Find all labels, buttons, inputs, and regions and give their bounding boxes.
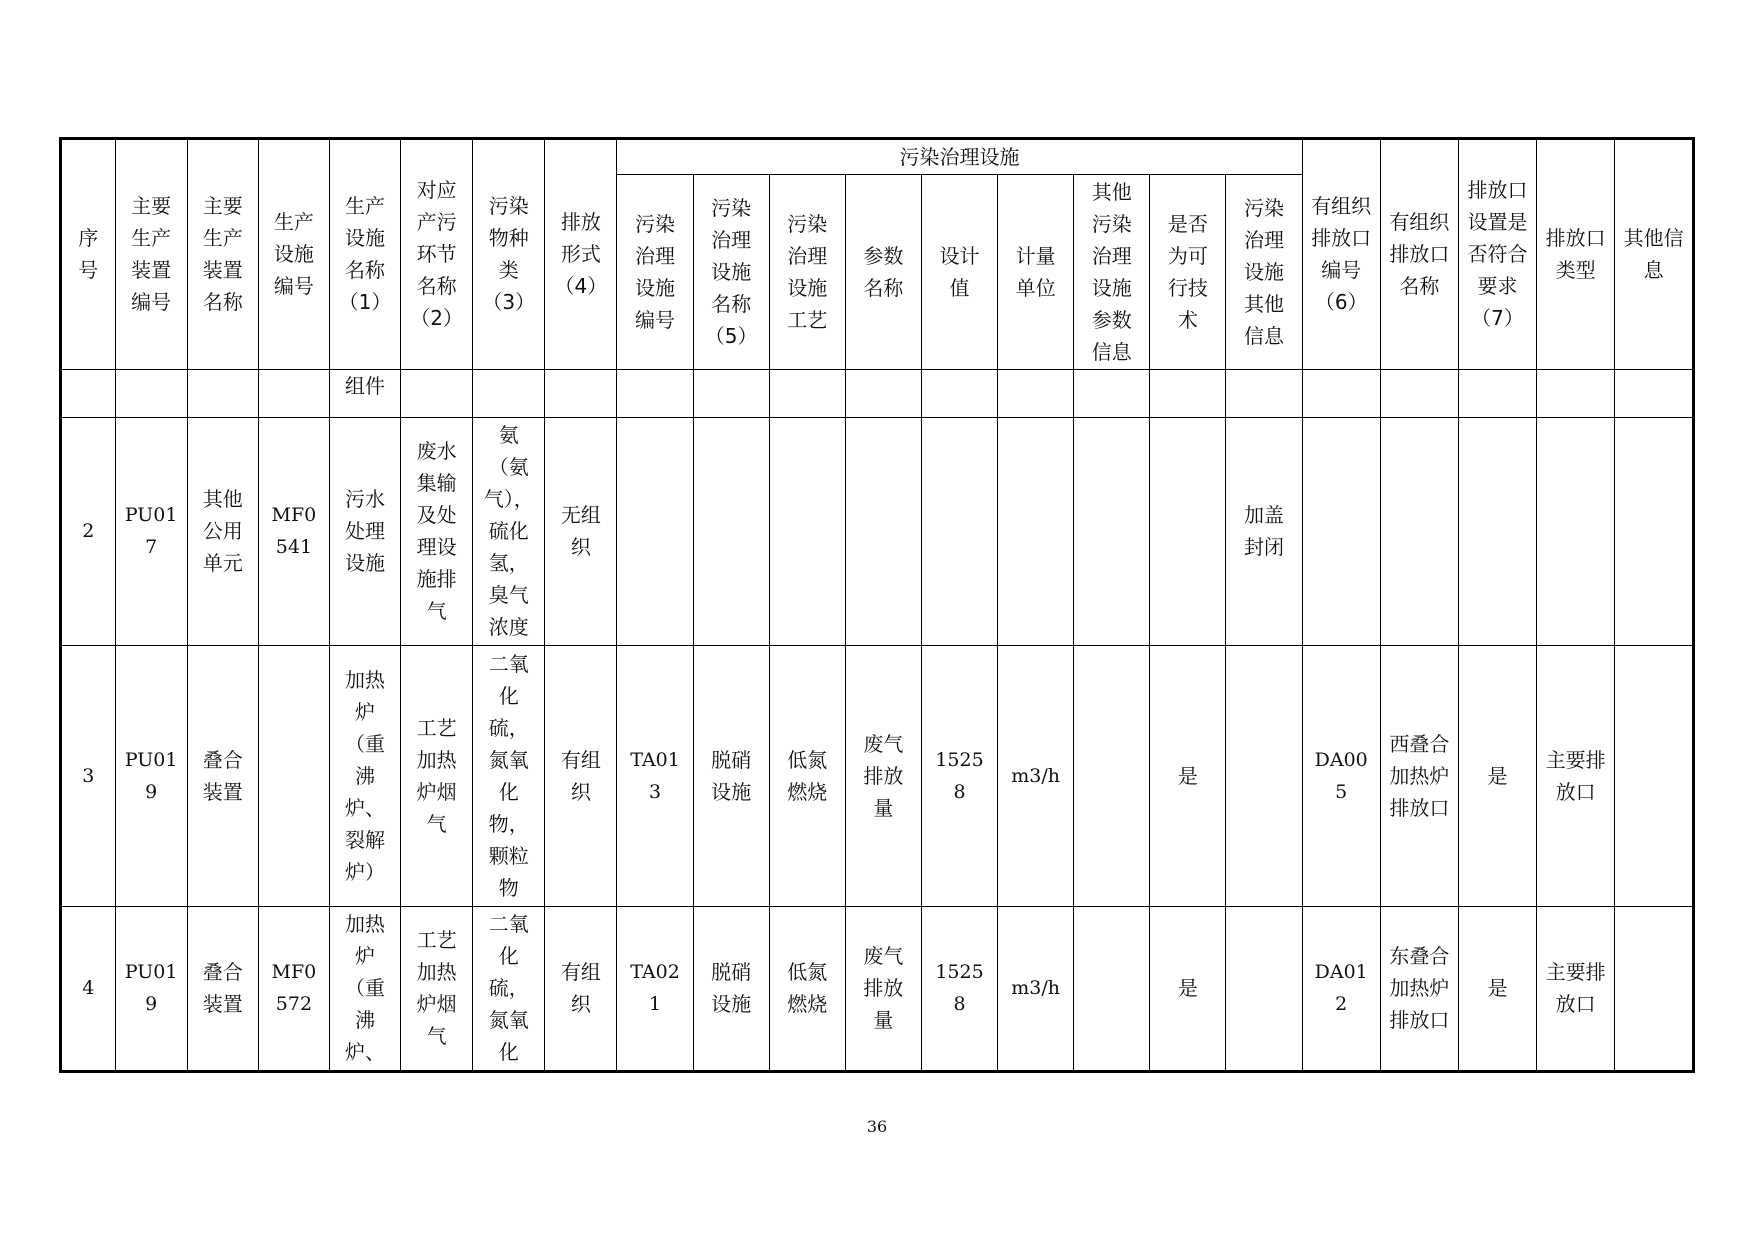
header-facility-code: 生产设施编号 xyxy=(258,140,329,369)
cell-outlet-code: DA012 xyxy=(1302,906,1380,1070)
header-treatment-other: 污染治理设施其他信息 xyxy=(1226,174,1302,369)
header-feasible: 是否为可行技术 xyxy=(1150,174,1226,369)
cell-seq xyxy=(62,369,115,417)
cell-treatment-other xyxy=(1226,645,1302,906)
header-outlet-code: 有组织排放口编号（6） xyxy=(1302,140,1380,369)
cell-discharge-form: 有组织 xyxy=(545,645,617,906)
cell-outlet-name: 东叠合加热炉排放口 xyxy=(1380,906,1458,1070)
cell-outlet-type xyxy=(1537,417,1615,645)
cell-unit-code: PU017 xyxy=(115,417,187,645)
cell-design-value xyxy=(921,369,997,417)
cell-unit: m3/h xyxy=(998,906,1074,1070)
cell-compliant xyxy=(1458,369,1536,417)
cell-facility-code xyxy=(258,369,329,417)
table-row xyxy=(62,369,1692,417)
header-outlet-name: 有组织排放口名称 xyxy=(1380,140,1458,369)
cell-param-name xyxy=(845,369,921,417)
cell-outlet-type: 主要排放口 xyxy=(1537,645,1615,906)
cell-seq: 2 xyxy=(62,417,115,645)
cell-facility-code xyxy=(258,645,329,906)
cell-design-value: 15258 xyxy=(921,906,997,1070)
cell-unit: m3/h xyxy=(998,645,1074,906)
cell-treatment-process xyxy=(769,417,845,645)
cell-facility-name: 加热炉（重沸炉、裂解炉） xyxy=(329,645,400,906)
header-compliant: 排放口设置是否符合要求（7） xyxy=(1458,140,1536,369)
cell-param-name xyxy=(845,417,921,645)
cell-param-name: 废气排放量 xyxy=(845,906,921,1070)
cell-feasible: 是 xyxy=(1150,906,1226,1070)
cell-pollutant xyxy=(473,369,545,417)
cell-design-value: 15258 xyxy=(921,645,997,906)
cell-treatment-name xyxy=(693,369,769,417)
header-other-info: 其他信息 xyxy=(1615,140,1692,369)
cell-design-value xyxy=(921,417,997,645)
cell-treatment-process xyxy=(769,369,845,417)
cell-other-info xyxy=(1615,369,1692,417)
header-param-name: 参数名称 xyxy=(845,174,921,369)
cell-link-name xyxy=(401,369,473,417)
cell-unit-name xyxy=(187,369,258,417)
header-treatment-code: 污染治理设施编号 xyxy=(617,174,693,369)
table-row xyxy=(62,645,1692,906)
cell-treatment-other xyxy=(1226,369,1302,417)
cell-compliant xyxy=(1458,417,1536,645)
cell-unit xyxy=(998,417,1074,645)
cell-treatment-name: 脱硝设施 xyxy=(693,645,769,906)
cell-facility-name: 污水处理设施 xyxy=(329,417,400,645)
cell-facility-code: MF0572 xyxy=(258,906,329,1070)
header-unit-name: 主要生产装置名称 xyxy=(187,140,258,369)
cell-outlet-code xyxy=(1302,369,1380,417)
header-discharge-form: 排放形式（4） xyxy=(545,140,617,369)
cell-treatment-name: 脱硝设施 xyxy=(693,906,769,1070)
cell-unit-code: PU019 xyxy=(115,645,187,906)
cell-other-info xyxy=(1615,906,1692,1070)
cell-compliant: 是 xyxy=(1458,645,1536,906)
cell-link-name: 工艺加热炉烟气 xyxy=(401,906,473,1070)
cell-treatment-name xyxy=(693,417,769,645)
cell-discharge-form xyxy=(545,369,617,417)
cell-outlet-name xyxy=(1380,369,1458,417)
cell-unit-code xyxy=(115,369,187,417)
table-body xyxy=(62,369,1692,1070)
cell-link-name: 工艺加热炉烟气 xyxy=(401,645,473,906)
cell-outlet-type xyxy=(1537,369,1615,417)
header-other-params: 其他污染治理设施参数信息 xyxy=(1074,174,1150,369)
cell-treatment-code: TA013 xyxy=(617,645,693,906)
cell-treatment-code xyxy=(617,417,693,645)
cell-facility-name: 组件 xyxy=(329,369,400,417)
cell-outlet-code xyxy=(1302,417,1380,645)
header-treatment-process: 污染治理设施工艺 xyxy=(769,174,845,369)
cell-other-params xyxy=(1074,369,1150,417)
cell-other-params xyxy=(1074,417,1150,645)
header-outlet-type: 排放口类型 xyxy=(1537,140,1615,369)
cell-pollutant: 二氧化硫，氮氧化 xyxy=(473,906,545,1070)
table-row xyxy=(62,906,1692,1070)
cell-feasible xyxy=(1150,417,1226,645)
cell-outlet-type: 主要排放口 xyxy=(1537,906,1615,1070)
cell-treatment-other: 加盖封闭 xyxy=(1226,417,1302,645)
table-row xyxy=(62,417,1692,645)
cell-unit-name: 其他公用单元 xyxy=(187,417,258,645)
header-facility-name: 生产设施名称（1） xyxy=(329,140,400,369)
page-number: 36 xyxy=(866,1117,888,1136)
cell-unit xyxy=(998,369,1074,417)
cell-treatment-code: TA021 xyxy=(617,906,693,1070)
header-link-name: 对应产污环节名称（2） xyxy=(401,140,473,369)
cell-unit-name: 叠合装置 xyxy=(187,645,258,906)
cell-link-name: 废水集输及处理设施排气 xyxy=(401,417,473,645)
cell-other-info xyxy=(1615,417,1692,645)
cell-other-info xyxy=(1615,645,1692,906)
cell-treatment-other xyxy=(1226,906,1302,1070)
emission-table xyxy=(62,140,1692,1070)
cell-treatment-process: 低氮燃烧 xyxy=(769,906,845,1070)
cell-pollutant: 氨（氨气），硫化氢，臭气浓度 xyxy=(473,417,545,645)
header-unit: 计量单位 xyxy=(998,174,1074,369)
header-treatment-name: 污染治理设施名称（5） xyxy=(693,174,769,369)
header-design-value: 设计值 xyxy=(921,174,997,369)
cell-unit-code: PU019 xyxy=(115,906,187,1070)
cell-facility-code: MF0541 xyxy=(258,417,329,645)
header-seq: 序号 xyxy=(62,140,115,369)
cell-seq: 3 xyxy=(62,645,115,906)
cell-discharge-form: 有组织 xyxy=(545,906,617,1070)
header-unit-code: 主要生产装置编号 xyxy=(115,140,187,369)
cell-discharge-form: 无组织 xyxy=(545,417,617,645)
cell-feasible: 是 xyxy=(1150,645,1226,906)
cell-seq: 4 xyxy=(62,906,115,1070)
emission-table-frame xyxy=(59,137,1695,1073)
cell-unit-name: 叠合装置 xyxy=(187,906,258,1070)
cell-other-params xyxy=(1074,906,1150,1070)
cell-outlet-code: DA005 xyxy=(1302,645,1380,906)
cell-param-name: 废气排放量 xyxy=(845,645,921,906)
cell-feasible xyxy=(1150,369,1226,417)
cell-outlet-name: 西叠合加热炉排放口 xyxy=(1380,645,1458,906)
cell-treatment-process: 低氮燃烧 xyxy=(769,645,845,906)
cell-other-params xyxy=(1074,645,1150,906)
cell-treatment-code xyxy=(617,369,693,417)
header-pollutant: 污染物种类（3） xyxy=(473,140,545,369)
table-header xyxy=(62,140,1692,369)
cell-compliant: 是 xyxy=(1458,906,1536,1070)
cell-outlet-name xyxy=(1380,417,1458,645)
header-treatment-group: 污染治理设施 xyxy=(617,140,1302,174)
cell-facility-name: 加热炉（重沸炉、 xyxy=(329,906,400,1070)
cell-pollutant: 二氧化硫，氮氧化物，颗粒物 xyxy=(473,645,545,906)
